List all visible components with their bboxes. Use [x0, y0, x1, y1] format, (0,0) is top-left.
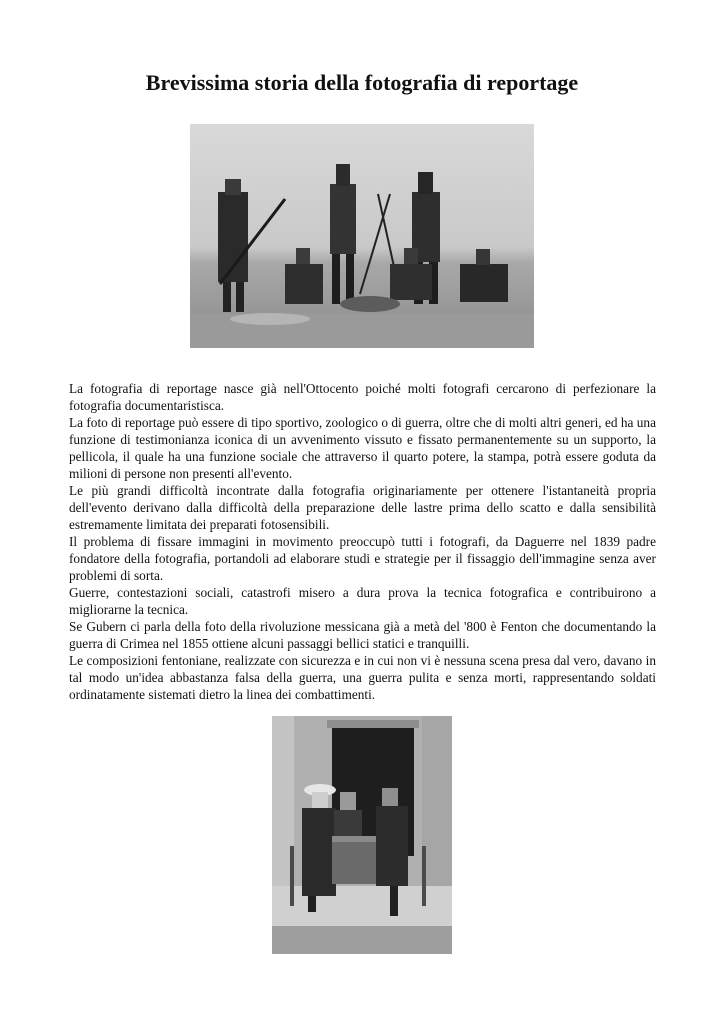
paragraph: Il problema di fissare immagini in movimento preoccupò tutti i fotografi, da Daguerre nel 1839 padre fondatore della fotografia, portandoli ad elaborare studi e strategie per il fissaggio dell'immagine senza aver problemi di sorta.	[69, 534, 656, 583]
paragraph: Le più grandi difficoltà incontrate dalla fotografia originariamente per ottenere l'istantaneità propria dell'evento derivano dalla difficoltà della preparazione delle lastre prima dello scatto e dalla sensibilità estremamente limitata dei preparati fotosensibili.	[69, 483, 656, 532]
paragraph: La foto di reportage può essere di tipo sportivo, zoologico o di guerra, oltre che di molti altri generi, ed ha una funzione di testimonianza iconica di un avvenimento vissuto e fissato permanentemente su un supporto, la pellicola, il quale ha una funzione sociale che attraverso il quarto potere, la stampa, potrà essere goduta da milioni di persone non presenti all'evento.	[69, 415, 656, 481]
paragraph: Se Gubern ci parla della foto della rivoluzione messicana già a metà del '800 è Fenton che documentando la guerra di Crimea nel 1855 ottiene alcuni passaggi bellici statici e tranquilli.	[69, 619, 656, 651]
article-body	[69, 380, 656, 703]
paragraph: Le composizioni fentoniane, realizzate con sicurezza e in cui non vi è nessuna scena presa dal vero, davano in tal modo un'idea abbastanza falsa della guerra, una guerra pulita e senza morti, rappresentando soldati ordinatamente sistemati dietro la linea dei combattimenti.	[69, 653, 656, 702]
paragraph: La fotografia di reportage nasce già nell'Ottocento poiché molti fotografi cercarono di perfezionare la fotografia documentaristisca.	[69, 381, 656, 413]
officers-council-photo	[272, 716, 452, 954]
soldiers-group-photo	[190, 124, 534, 348]
page-title: Brevissima storia della fotografia di reportage	[145, 70, 579, 95]
paragraph: Guerre, contestazioni sociali, catastrofi misero a dura prova la tecnica fotografica e contribuirono a migliorarne la tecnica.	[69, 585, 656, 617]
